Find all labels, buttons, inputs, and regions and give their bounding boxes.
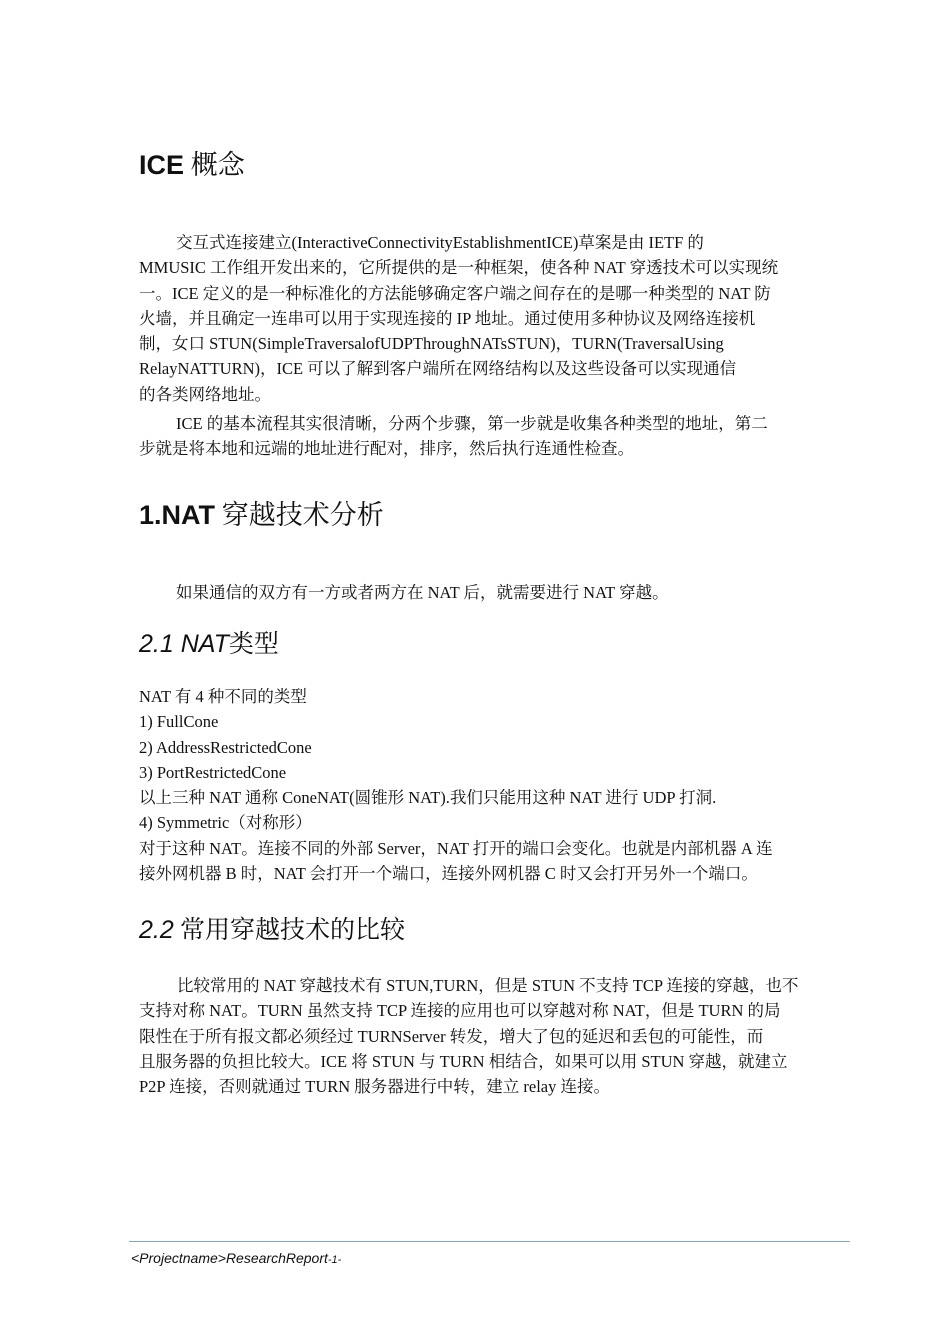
text-line: 限性在于所有报文都必须经过 TURNServer 转发，增大了包的延迟和丢包的可能性，而 (139, 1026, 764, 1046)
list-item: 4) Symmetric（对称形） (139, 813, 312, 833)
heading-nat-types (139, 628, 279, 661)
text-line: 一。ICE 定义的是一种标准化的方法能够确定客户端之间存在的是哪一种类型的 NAT 防 (139, 283, 771, 303)
footer-page-number: -1- (327, 1254, 342, 1266)
text-line: 交互式连接建立(InteractiveConnectivityEstablishmentICE)草案是由 IETF 的 (176, 233, 704, 252)
text-line: 制，女口 STUN(SimpleTraversalofUDPThroughNATsSTUN)，TURN(TraversalUsing (139, 334, 724, 354)
heading-traversal-comparison (139, 914, 405, 947)
heading-ice-latin: ICE (139, 150, 185, 180)
text-line: 的各类网络地址。 (139, 384, 271, 404)
text-line: 接外网机器 B 时，NAT 会打开一个端口，连接外网机器 C 时又会打开另外一个端口。 (139, 864, 758, 884)
text-line: 如果通信的双方有一方或者两方在 NAT 后，就需要进行 NAT 穿越。 (176, 583, 669, 602)
text-line: NAT 有 4 种不同的类型 (139, 687, 307, 706)
text-line: RelayNATTURN)，ICE 可以了解到客户端所在网络结构以及这些设备可以实现通信 (139, 359, 737, 379)
text-line: ICE 的基本流程其实很清晰，分两个步骤，第一步就是收集各种类型的地址，第二 (176, 414, 768, 433)
text-line: 且服务器的负担比较大。ICE 将 STUN 与 TURN 相结合，如果可以用 STUN 穿越，就建立 (139, 1051, 788, 1071)
paragraph-traversal-comparison (139, 973, 863, 1099)
text-line: 步就是将本地和远端的地址进行配对，排序，然后执行连通性检查。 (139, 439, 634, 459)
list-item: 1) FullCone (139, 712, 219, 732)
footer-divider (129, 1241, 850, 1242)
paragraph-ice-definition (139, 230, 863, 407)
heading-nat-latin: 1.NAT (139, 500, 216, 530)
heading-nat-cjk: 穿越技术分析 (215, 500, 384, 530)
list-item: 3) PortRestrictedCone (139, 762, 287, 782)
paragraph-ice-flow (139, 411, 863, 462)
text-line: 对于这种 NAT。连接不同的外部 Server，NAT 打开的端口会变化。也就是内部机器 A 连 (139, 838, 773, 858)
text-line: P2P 连接，否则就通过 TURN 服务器进行中转，建立 relay 连接。 (139, 1077, 611, 1097)
heading-nat-types-latin: 2.1 NAT (139, 630, 229, 658)
heading-comparison-latin: 2.2 (139, 916, 174, 944)
text-line: 支持对称 NAT。TURN 虽然支持 TCP 连接的应用也可以穿越对称 NAT，但是 TURN 的局 (139, 1001, 781, 1021)
paragraph-nat-intro (139, 580, 863, 605)
footer-project-text: <Projectname>ResearchReport (131, 1250, 328, 1266)
paragraph-nat-types-list (139, 684, 863, 886)
text-line: 以上三种 NAT 通称 ConeNAT(圆锥形 NAT).我们只能用这种 NAT 进行 UDP 打洞. (139, 788, 717, 808)
heading-ice-cjk: 概念 (184, 150, 245, 180)
text-line: 火墙，并且确定一连串可以用于实现连接的 IP 地址。通过使用多种协议及网络连接机 (139, 308, 756, 328)
heading-comparison-cjk: 常用穿越技术的比较 (173, 917, 406, 944)
heading-nat-types-cjk: 类型 (228, 631, 279, 658)
heading-ice-concept (139, 148, 245, 182)
heading-nat-traversal (139, 498, 384, 532)
text-line: MMUSIC 工作组开发出来的，它所提供的是一种框架，使各种 NAT 穿透技术可以实现统 (139, 258, 779, 278)
text-line: 比较常用的 NAT 穿越技术有 STUN,TURN，但是 STUN 不支持 TCP 连接的穿越，也不 (177, 976, 799, 995)
page-footer (131, 1249, 341, 1269)
list-item: 2) AddressRestrictedCone (139, 737, 312, 757)
